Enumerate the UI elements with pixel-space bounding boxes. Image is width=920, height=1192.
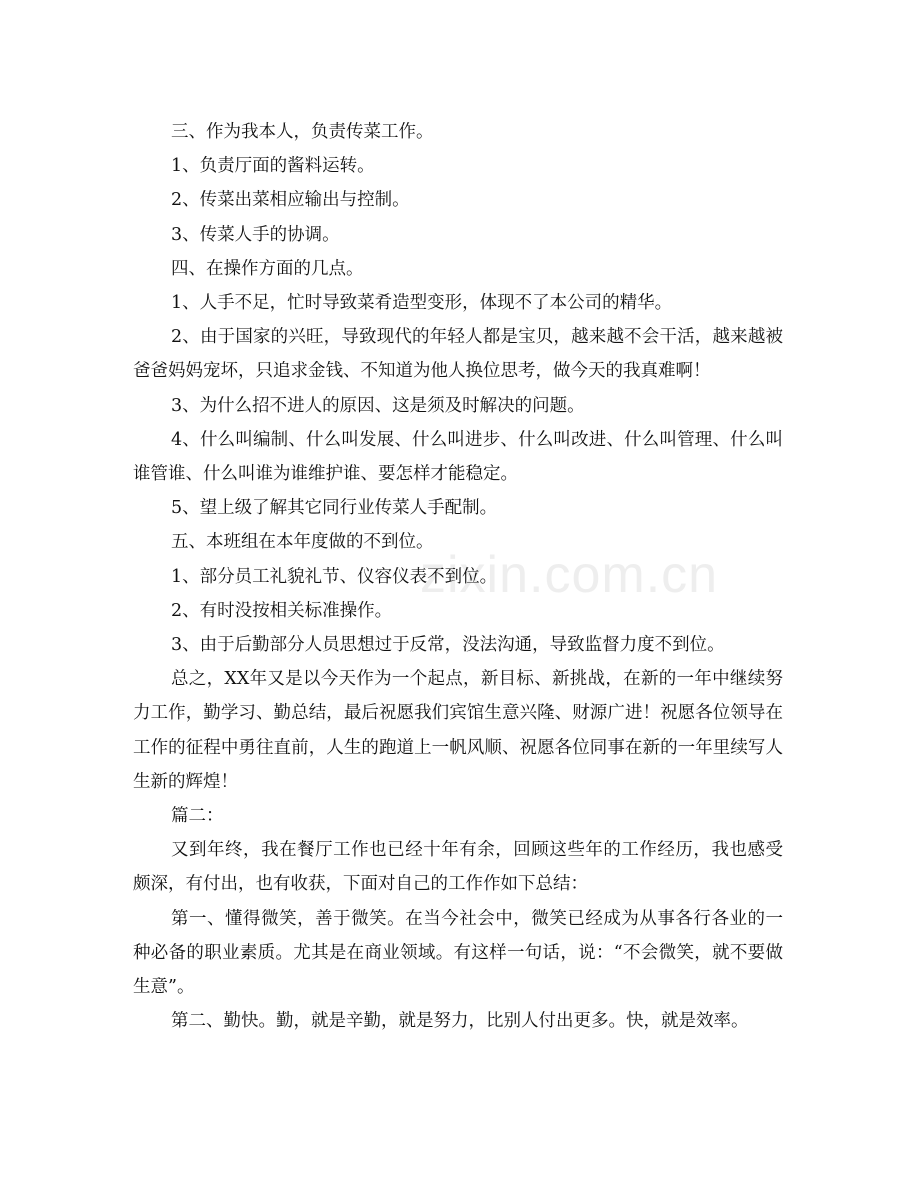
document-body bbox=[133, 115, 783, 1038]
paragraph: 总之，XX年又是以今天作为一个起点，新目标、新挑战，在新的一年中继续努力工作，勤学习、勤总结，最后祝愿我们宾馆生意兴隆、财源广进！祝愿各位领导在工作的征程中勇往直前，人生的跑道上一帆风顺、祝愿各位同事在新的一年里续写人生新的辉煌！ bbox=[133, 669, 783, 792]
paragraph: 5、望上级了解其它同行业传菜人手配制。 bbox=[171, 498, 498, 519]
paragraph: 又到年终，我在餐厅工作也已经十年有余，回顾这些年的工作经历，我也感受颇深，有付出，也有收获，下面对自己的工作作如下总结： bbox=[133, 840, 783, 895]
paragraph: 第一、懂得微笑，善于微笑。在当今社会中，微笑已经成为从事各行各业的一种必备的职业素质。尤其是在商业领域。有这样一句话，说：“不会微笑，就不要做生意”。 bbox=[133, 908, 783, 998]
paragraph: 3、为什么招不进人的原因、这是须及时解决的问题。 bbox=[171, 395, 585, 416]
paragraph: 2、传菜出菜相应输出与控制。 bbox=[171, 190, 410, 211]
paragraph: 1、负责厅面的酱料运转。 bbox=[171, 156, 375, 177]
paragraph: 3、传菜人手的协调。 bbox=[171, 224, 340, 245]
paragraph: 1、人手不足，忙时导致菜肴造型变形，体现不了本公司的精华。 bbox=[171, 293, 673, 314]
paragraph: 3、由于后勤部分人员思想过于反常，没法沟通，导致监督力度不到位。 bbox=[171, 635, 725, 656]
watermark: zixin.com.cn bbox=[420, 546, 719, 604]
paragraph: 五、本班组在本年度做的不到位。 bbox=[171, 532, 434, 553]
paragraph: 1、部分员工礼貌礼节、仪容仪表不到位。 bbox=[171, 566, 498, 587]
paragraph: 2、有时没按相关标准操作。 bbox=[171, 600, 393, 621]
paragraph: 三、作为我本人，负责传菜工作。 bbox=[171, 122, 434, 142]
paragraph: 2、由于国家的兴旺，导致现代的年轻人都是宝贝，越来越不会干活，越来越被爸爸妈妈宠坏，只追求金钱、不知道为他人换位思考，做今天的我真难啊！ bbox=[133, 327, 783, 382]
paragraph: 四、在操作方面的几点。 bbox=[171, 258, 364, 279]
paragraph: 篇二： bbox=[171, 806, 224, 827]
paragraph: 4、什么叫编制、什么叫发展、什么叫进步、什么叫改进、什么叫管理、什么叫谁管谁、什么叫谁为谁维护谁、要怎样才能稳定。 bbox=[133, 429, 783, 485]
paragraph: 第二、勤快。勤，就是辛勤，就是努力，比别人付出更多。快，就是效率。 bbox=[171, 1011, 749, 1032]
